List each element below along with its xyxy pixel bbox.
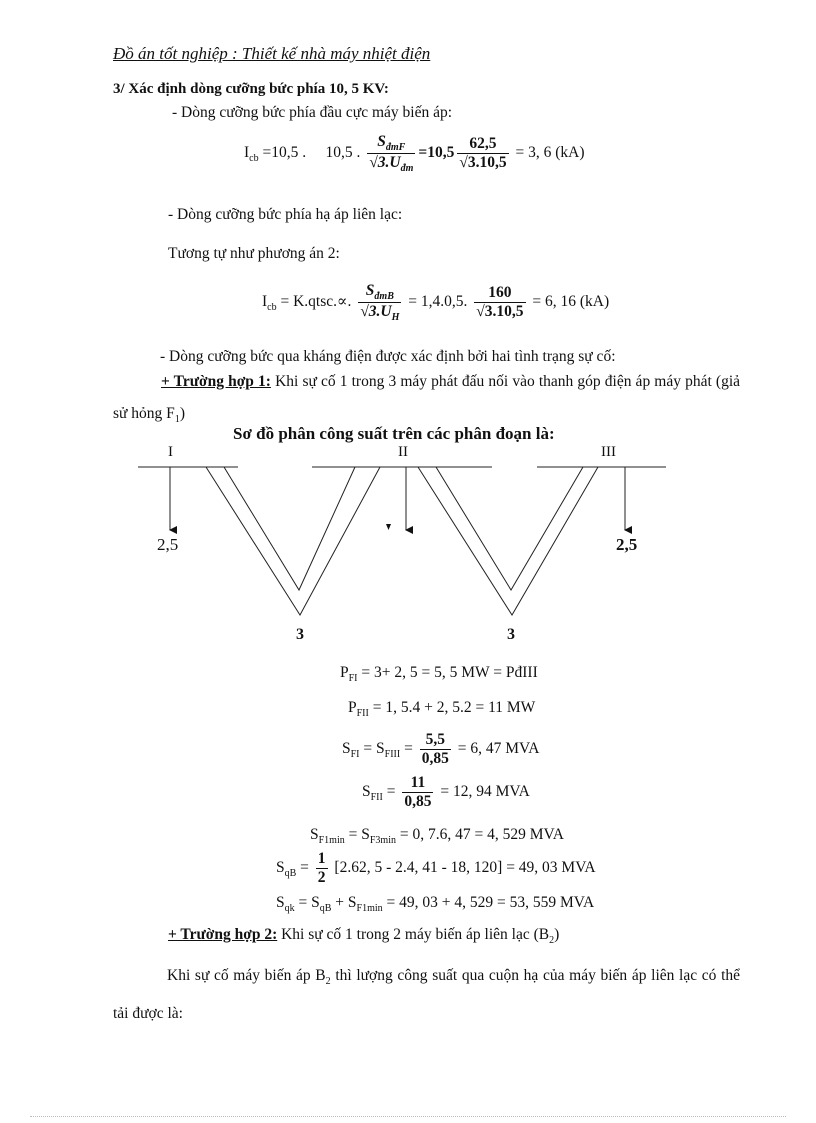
bus-label-1: I bbox=[168, 444, 173, 460]
load-value-left: 2,5 bbox=[157, 535, 179, 554]
formula-s-fi: $S_{FI} = S_{FIII}$ = $\frac{5,5}{0,85}$ = 6, 47 MVA bbox=[342, 731, 540, 767]
paragraph-case-1: + Trường hợp 1: Khi sự cố 1 trong 3 máy phát đấu nối vào thanh góp điện áp máy phát (giả sử hỏng $F_1$) bbox=[113, 373, 741, 426]
eq2-fraction-values: $\frac{160}{√3.10,5}$ bbox=[476, 284, 524, 321]
paragraph-similar-option: Tương tự như phương án 2: bbox=[168, 245, 340, 262]
case2-text: Khi sự cố 1 trong 2 máy biến áp liên lạc (B bbox=[281, 926, 550, 943]
eq1-part-a: =10,5 . 10,5 . bbox=[262, 144, 361, 162]
bus-label-3: III bbox=[601, 444, 616, 460]
eq1-lhs: $I_{cb}$ bbox=[244, 144, 259, 165]
diagram-title: Sơ đồ phân công suất trên các phân đoạn là: bbox=[233, 424, 555, 443]
formula-s-qb: $S_{qB}$ = $\frac{1}{2}$ [2.62, 5 - 2.4, 41 - 18, 120] = 49, 03 MVA bbox=[276, 850, 596, 886]
paragraph-reactor-current: - Dòng cưỡng bức qua kháng điện được xác định bởi hai tình trạng sự cố: bbox=[160, 348, 616, 365]
transformer-branch-left-outer bbox=[206, 467, 380, 615]
formula-s-qb-fraction: $\frac{1}{2}$ bbox=[317, 850, 326, 886]
paragraph-forced-current-lv: - Dòng cưỡng bức phía hạ áp liên lạc: bbox=[168, 206, 403, 223]
case1-text: Khi sự cố 1 trong 3 máy phát đấu nối vào thanh góp điện áp máy phát (giả sử hỏng F bbox=[113, 373, 741, 422]
paragraph-forced-current-generator: - Dòng cưỡng bức phía đầu cực máy biến áp: bbox=[172, 104, 453, 121]
formula-p-fii: $P_{FII} = 1$, 5.4 + 2, 5.2 = 11 MW bbox=[348, 699, 536, 720]
equation-icb-generator bbox=[244, 133, 584, 174]
transformer-branch-right-inner bbox=[436, 467, 583, 590]
load-value-right: 2,5 bbox=[616, 535, 638, 554]
case1-label: + Trường hợp 1: bbox=[161, 373, 271, 390]
formula-s-qk: $S_{qk} = S_{qB} + S_{F1min} = 49$, 03 + 4, 529 = 53, 559 MVA bbox=[276, 894, 595, 915]
transformer-branch-right-outer bbox=[418, 467, 598, 615]
small-arrow-marker bbox=[386, 524, 391, 530]
generator-value-right: 3 bbox=[507, 626, 515, 643]
eq2-fraction-s-over-u: $\frac{S_{đmB}}{√3.U_H}$ bbox=[360, 282, 400, 324]
eq1-mid: =10,5 bbox=[418, 144, 455, 162]
page-bottom-border bbox=[30, 1116, 786, 1117]
eq2-result: = 6, 16 (kA) bbox=[532, 293, 610, 311]
eq2-lhs: $I_{cb}$ bbox=[262, 293, 277, 314]
eq2-mid: = 1,4.0,5. bbox=[408, 293, 468, 311]
page-header: Đồ án tốt nghiệp : Thiết kế nhà máy nhiệt điện bbox=[113, 44, 431, 63]
formula-s-fii-fraction: $\frac{11}{0,85}$ bbox=[404, 774, 432, 810]
formula-s-f1min: $S_{F1min} = S_{F3min} = 0$, 7.6, 47 = 4, 529 MVA bbox=[310, 826, 564, 847]
eq1-fraction-values: $\frac{62,5}{√3.10,5}$ bbox=[459, 135, 507, 172]
paragraph-transformer-failure: Khi sự cố máy biến áp $B_2$ thì lượng công suất qua cuộn hạ của máy biến áp liên lạc có thể tải được là: bbox=[113, 967, 741, 1023]
eq1-result: = 3, 6 (kA) bbox=[515, 144, 585, 162]
paragraph-case-2: + Trường hợp 2: Khi sự cố 1 trong 2 máy biến áp liên lạc $(B_2)$ bbox=[168, 926, 560, 947]
power-distribution-diagram bbox=[0, 440, 816, 650]
equation-icb-lv bbox=[262, 282, 609, 323]
case2-label: + Trường hợp 2: bbox=[168, 926, 278, 943]
bus-label-2: II bbox=[398, 444, 408, 460]
section-heading: 3/ Xác định dòng cưỡng bức phía 10, 5 KV: bbox=[113, 81, 389, 97]
eq1-fraction-s-over-u: $\frac{S_{đmF}}{√3.U_{đm}}$ bbox=[369, 133, 414, 175]
formula-s-fii: $S_{FII}$ = $\frac{11}{0,85}$ = 12, 94 MVA bbox=[362, 774, 530, 810]
eq2-part-a: = K.qtsc.∝. bbox=[280, 293, 352, 311]
formula-s-fi-fraction: $\frac{5,5}{0,85}$ bbox=[421, 731, 449, 767]
generator-value-left: 3 bbox=[296, 626, 304, 643]
formula-p-fi: $P_{FI} = 3+ 2$, 5 = 5, 5 MW = PđIII bbox=[340, 664, 538, 685]
transformer-branch-left-inner bbox=[224, 467, 355, 590]
